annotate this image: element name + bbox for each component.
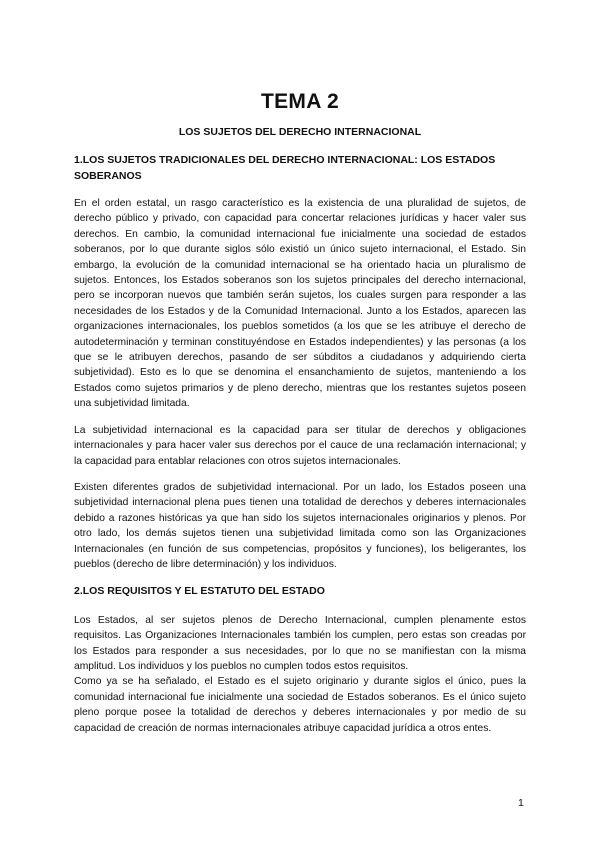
section-1-heading: 1.LOS SUJETOS TRADICIONALES DEL DERECHO INTERNACIONAL: LOS ESTADOS SOBERANOS [74,154,496,182]
page-title: TEMA 2 [260,90,340,113]
page-number: 1 [518,797,524,809]
section-1-paragraph-2: La subjetividad internacional es la capacidad para ser titular de derechos y obligaciones internacionales y para hacer valer sus derechos por el cauce de una reclamación internacional; y la capacidad para entablar relaciones con otros sujetos internacionales. [74,424,526,467]
section-1-paragraph-3: Existen diferentes grados de subjetividad internacional. Por un lado, los Estados poseen una subjetividad internacional plena pues tienen una totalidad de derechos y deberes internacionales debido a razones históricas ya que han sido los sujetos internacionales originarios y plenos. Por otro lado, los demás sujetos tienen una subjetividad limitada como son las Organizaciones Internacionales (en función de sus competencias, propósitos y funciones), los beligerantes, los pueblos (derecho de libre determinación) y los individuos. [74,481,526,570]
section-2-heading: 2.LOS REQUISITOS Y EL ESTATUTO DEL ESTADO [74,585,325,598]
section-2-paragraph-1: Los Estados, al ser sujetos plenos de Derecho Internacional, cumplen plenamente estos requisitos. Las Organizaciones Internacionales también los cumplen, pero estas son creadas por los Estados para responder a sus necesidades, por lo que no se manifiestan con la misma amplitud. Los individuos y los pueblos no cumplen todos estos requisitos. [74,614,526,673]
section-1-paragraph-1: En el orden estatal, un rasgo característico es la existencia de una pluralidad de sujetos, de derecho público y privado, con capacidad para concertar relaciones jurídicas y hacer valer sus derechos. En cambio, la comunidad internacional fue inicialmente una sociedad de estados soberanos, por lo que durante siglos sólo existió un único sujeto internacional, el Estado. Sin embargo, la evolución de la comunidad internacional se ha orientado hacia un pluralismo de sujetos. Entonces, los Estados soberanos son los sujetos principales del derecho internacional, pero se incorporan nuevos que también serán sujetos, los cuales surgen para responder a las necesidades de los Estados y de la Comunidad Internacional. Junto a los Estados, aparecen las organizaciones internacionales, los pueblos sometidos (a los que se les atribuye el derecho de autodeterminación y terminan constituyéndose en Estados independientes) y las personas (a los que se le atribuyen derechos, pasando de ser súbditos a ciudadanos y adquiriendo cierta subjetividad). Esto es lo que se denomina el ensanchamiento de sujetos, manteniendo a los Estados como sujetos primarios y de pleno derecho, mientras que los restantes sujetos poseen una subjetividad limitada. [74,198,526,410]
document-body [74,153,526,736]
page-subtitle: LOS SUJETOS DEL DERECHO INTERNACIONAL [178,126,422,138]
section-2-paragraph-2: Como ya se ha señalado, el Estado es el sujeto originario y durante siglos el único, pues la comunidad internacional fue inicialmente una sociedad de Estados soberanos. Es el único sujeto pleno porque posee la totalidad de derechos y deberes internacionales y por medio de su capacidad de creación de normas internacionales atribuye capacidad jurídica a otros entes. [74,676,526,734]
